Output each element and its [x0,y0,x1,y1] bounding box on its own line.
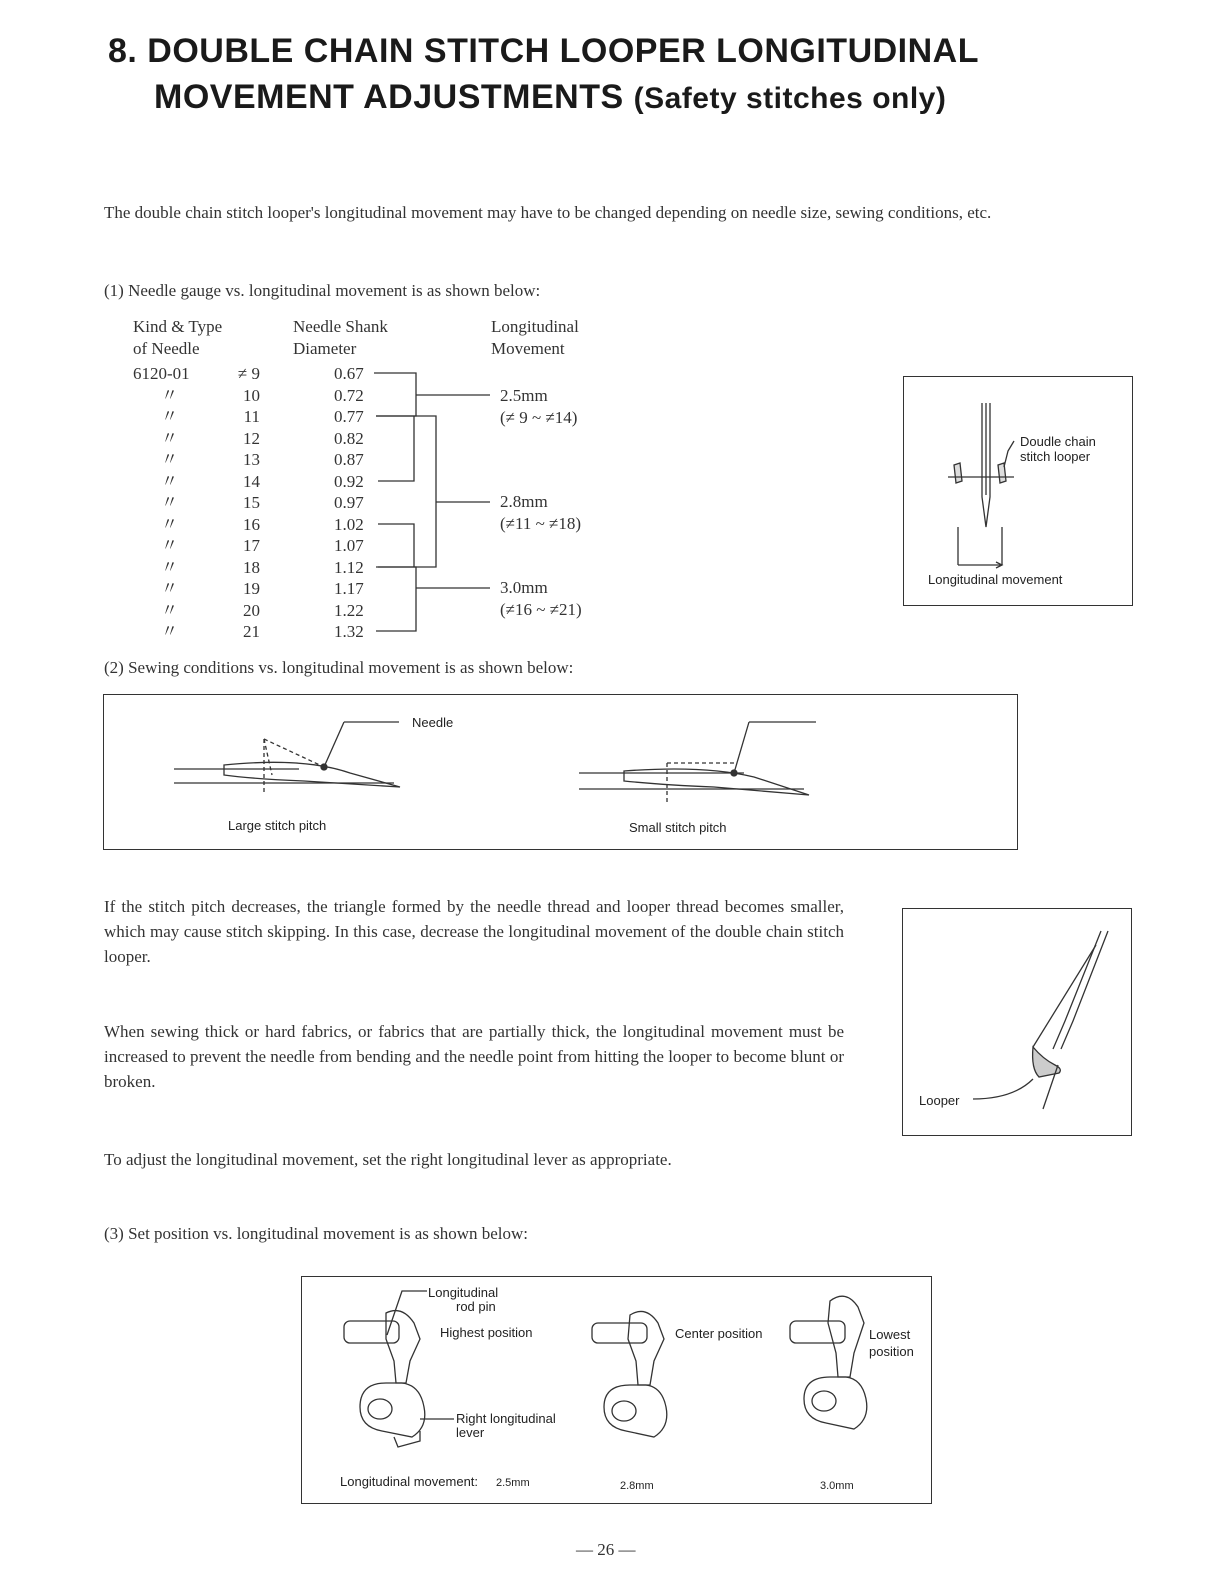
movement-3-0 [500,577,582,620]
row-gauge: 11 [243,407,260,426]
row-diameter: 0.97 [334,493,364,512]
row-diameter: 0.92 [334,471,364,491]
row-type: 〃 [161,622,178,641]
title-line-1: 8. DOUBLE CHAIN STITCH LOOPER LONGITUDINAL [108,32,979,70]
page-title [108,28,979,122]
col-header-shank-l2: Diameter [293,338,357,358]
title-line-2-sub: (Safety stitches only) [633,82,947,115]
row-diameter: 0.77 [334,407,364,426]
row-type: 〃 [161,557,178,577]
col-gauge [215,363,260,643]
thick-fabric-paragraph: When sewing thick or hard fabrics, or fabrics that are partially thick, the longitudinal movement must be increased to prevent the needle from bending and the needle point from hitting the looper to become blunt or broken. [104,1022,844,1091]
small-stitch-pitch-label: Small stitch pitch [629,820,727,835]
col-header-movement-l1: Longitudinal [491,317,579,336]
row-diameter: 0.72 [334,385,364,405]
decrease-paragraph: If the stitch pitch decreases, the triangle formed by the needle thread and looper thread becomes smaller, which may cause stitch skipping. In this case, decrease the longitudinal movement of the double chain stitch looper. [104,897,844,966]
looper-label-l1: Doudle chain [1020,434,1096,449]
row-type: 〃 [161,450,178,469]
row-gauge: 15 [243,493,260,512]
needle-label: Needle [412,715,454,730]
row-type: 〃 [161,428,178,448]
col-header-kind-l2: of Needle [133,338,200,358]
large-stitch-pitch-label: Large stitch pitch [228,818,327,833]
row-type: 〃 [161,536,178,555]
movement-range: (≠ 9 ~ ≠14) [500,407,578,427]
col-header-shank-l1: Needle Shank [293,317,388,336]
row-type: 〃 [161,493,178,512]
row-diameter: 1.07 [334,536,364,555]
lowest-position-label-l1: Lowest [869,1327,911,1342]
looper-movement-figure [903,376,1133,606]
movement-value: 3.0mm [500,578,548,597]
col-type [133,363,203,643]
rod-pin-label-l2: rod pin [456,1299,496,1314]
row-diameter: 1.32 [334,622,364,641]
stitch-pitch-figure [103,694,1018,850]
movement-value-3: 3.0mm [820,1480,854,1492]
lowest-position-label-l2: position [869,1344,914,1359]
set-position-figure [301,1276,932,1504]
col-header-shank [293,316,388,359]
row-type: 〃 [161,514,178,534]
rod-pin-label-l1: Longitudinal [428,1285,499,1300]
movement-value: 2.8mm [500,492,548,511]
row-gauge: 20 [243,600,260,620]
page-number: — 26 — [576,1540,636,1559]
title-line-2-main: MOVEMENT ADJUSTMENTS [154,78,624,116]
needle-looper-illustration [904,377,1132,605]
movement-value: 2.5mm [500,386,548,405]
section2-heading: (2) Sewing conditions vs. longitudinal movement is as shown below: [104,658,574,677]
row-type: 〃 [161,407,178,426]
row-type: 〃 [161,385,178,405]
row-gauge: 17 [243,536,260,555]
row-type: 6120-01 [133,364,190,383]
row-gauge: 18 [243,557,260,577]
movement-value-2: 2.8mm [620,1480,654,1492]
movement-value-1: 2.5mm [496,1477,530,1489]
intro-paragraph: The double chain stitch looper's longitudinal movement may have to be changed depending on needle size, sewing conditions, etc. [104,203,992,222]
looper-label-l2: stitch looper [1020,449,1091,464]
row-type: 〃 [161,579,178,598]
row-gauge: 10 [243,385,260,405]
row-gauge: 16 [243,514,260,534]
center-position-label: Center position [675,1326,763,1341]
col-header-movement-l2: Movement [491,338,565,358]
row-gauge: 12 [243,428,260,448]
movement-range: (≠16 ~ ≠21) [500,599,582,619]
col-header-kind-l1: Kind & Type [133,317,223,336]
row-diameter: 0.67 [334,364,364,383]
adjust-paragraph: To adjust the longitudinal movement, set the right longitudinal lever as appropriate. [104,1150,672,1169]
row-gauge: 13 [243,450,260,469]
lever-positions-illustration [302,1277,931,1503]
row-gauge: 14 [243,471,260,491]
row-type: 〃 [161,471,178,491]
row-diameter: 1.12 [334,557,364,577]
looper-label: Looper [919,1093,960,1108]
row-diameter: 0.87 [334,450,364,469]
section1-heading: (1) Needle gauge vs. longitudinal movement is as shown below: [104,281,541,300]
title-line-2 [108,74,979,122]
movement-2-8 [500,491,581,534]
movement-range: (≠11 ~ ≠18) [500,513,582,533]
right-lever-label-l1: Right longitudinal [456,1411,556,1426]
col-header-kind [133,316,222,359]
row-diameter: 0.82 [334,428,364,448]
row-gauge: 21 [243,622,260,641]
row-type: 〃 [161,600,178,620]
looper-figure [902,908,1132,1136]
col-header-movement [491,316,579,359]
movement-prefix-label: Longitudinal movement: [340,1474,479,1489]
row-diameter: 1.22 [334,600,364,620]
row-gauge: 19 [243,579,260,598]
longitudinal-movement-label: Longitudinal movement [928,572,1063,587]
row-diameter: 1.17 [334,579,364,598]
col-diameter [334,363,364,643]
row-gauge: ≠ 9 [237,364,260,383]
section3-heading: (3) Set position vs. longitudinal movement is as shown below: [104,1224,529,1243]
row-diameter: 1.02 [334,514,364,534]
right-lever-label-l2: lever [456,1425,485,1440]
highest-position-label: Highest position [440,1325,533,1340]
movement-2-5 [500,385,577,428]
